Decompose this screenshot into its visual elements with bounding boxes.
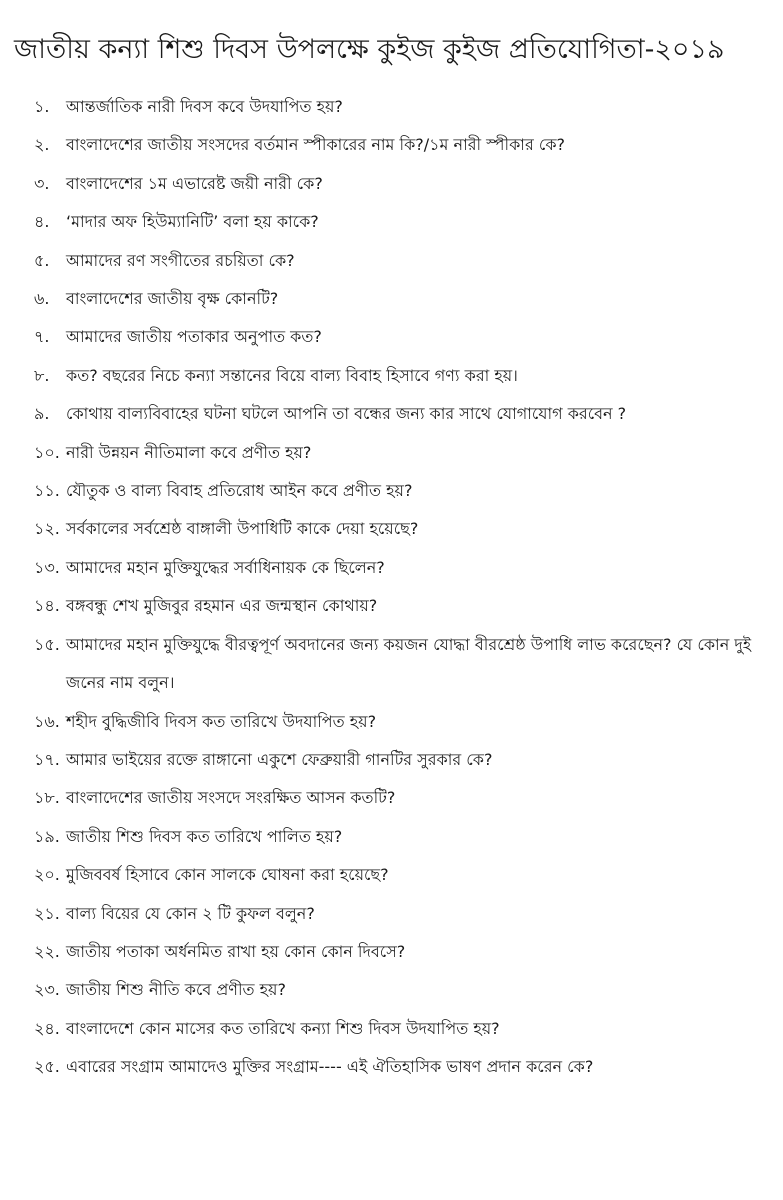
question-number: ১১.	[34, 481, 60, 501]
question-item	[34, 472, 774, 510]
question-item	[34, 242, 774, 280]
question-number: ২৫.	[34, 1057, 60, 1077]
question-number: ১.	[34, 97, 50, 116]
question-text: জাতীয় শিশু দিবস কত তারিখে পালিত হয়?	[66, 826, 343, 846]
question-text: আমাদের মহান মুক্তিযুদ্ধের সর্বাধিনায়ক কে ছিলেন?	[66, 557, 385, 577]
page-title: জাতীয় কন্যা শিশু দিবস উপলক্ষে কুইজ কুইজ প্রতিযোগিতা-২০১৯	[14, 34, 725, 65]
question-text: কোথায় বাল্যবিবাহের ঘটনা ঘটলে আপনি তা বন্ধের জন্য কার সাথে যোগাযোগ করবেন ?	[66, 404, 627, 424]
question-number: ১২.	[34, 519, 60, 539]
question-text: ‘মাদার অফ হিউম্যানিটি’ বলা হয় কাকে?	[66, 212, 319, 232]
question-text: বাংলাদেশের ১ম এভারেষ্ট জয়ী নারী কে?	[66, 173, 323, 193]
question-number: ২৩.	[34, 980, 60, 1000]
question-text: মুজিববর্ষ হিসাবে কোন সালকে ঘোষনা করা হয়েছে?	[66, 865, 389, 885]
question-number: ৭.	[34, 327, 50, 347]
question-number: ৩.	[34, 173, 50, 193]
question-text: বাংলাদেশের জাতীয় বৃক্ষ কোনটি?	[66, 289, 279, 309]
question-item	[34, 971, 774, 1009]
question-item	[34, 280, 774, 318]
question-text: কত? বছরের নিচে কন্যা সন্তানের বিয়ে বাল্য বিবাহ হিসাবে গণ্য করা হয়।	[66, 365, 518, 385]
question-item	[34, 741, 774, 779]
question-item	[34, 549, 774, 587]
question-number: ২৪.	[34, 1018, 60, 1038]
question-number: ২০.	[34, 865, 60, 885]
question-text: বাংলাদেশের জাতীয় সংসদে সংরক্ষিত আসন কতটি?	[66, 788, 396, 808]
question-number: ১৮.	[34, 788, 60, 808]
question-item	[34, 626, 774, 703]
question-item	[34, 933, 774, 971]
question-number: ২১.	[34, 903, 60, 923]
question-list	[34, 88, 774, 1087]
question-text: যৌতুক ও বাল্য বিবাহ প্রতিরোধ আইন কবে প্রণীত হয়?	[66, 481, 413, 501]
question-item	[34, 703, 774, 741]
question-text: এবারের সংগ্রাম আমাদেও মুক্তির সংগ্রাম---- এই ঐতিহাসিক ভাষণ প্রদান করেন কে?	[66, 1057, 594, 1077]
question-text: বঙ্গবন্ধু শেখ মুজিবুর রহমান এর জন্মস্থান কোথায়?	[66, 596, 378, 616]
question-item	[34, 587, 774, 625]
question-item	[34, 318, 774, 356]
question-item	[34, 434, 774, 472]
question-number: ৮.	[34, 365, 50, 385]
question-item	[34, 203, 774, 241]
question-number: ২২.	[34, 941, 60, 961]
question-item	[34, 1010, 774, 1048]
question-item	[34, 357, 774, 395]
question-text: আমাদের রণ সংগীতের রচয়িতা কে?	[66, 250, 295, 270]
question-number: ৯.	[34, 404, 50, 424]
question-number: ১৬.	[34, 711, 60, 731]
question-text: আন্তর্জাতিক নারী দিবস কবে উদযাপিত হয়?	[66, 97, 343, 116]
question-text: আমাদের মহান মুক্তিযুদ্ধে বীরত্বপূর্ণ অবদানের জন্য কয়জন যোদ্ধা বীরশ্রেষ্ঠ উপাধি লাভ করেছেন? যে কোন দুই জনের নাম বলুন।	[66, 634, 752, 693]
question-number: ২.	[34, 135, 50, 155]
question-item	[34, 395, 774, 433]
question-text: জাতীয় শিশু নীতি কবে প্রণীত হয়?	[66, 980, 286, 1000]
question-item	[34, 1048, 774, 1086]
question-number: ১০.	[34, 442, 60, 462]
question-text: নারী উন্নয়ন নীতিমালা কবে প্রণীত হয়?	[66, 442, 312, 462]
question-item	[34, 126, 774, 164]
question-number: ৪.	[34, 212, 50, 232]
question-number: ১৭.	[34, 749, 60, 769]
question-number: ১৪.	[34, 596, 60, 616]
question-item	[34, 895, 774, 933]
question-text: বাংলাদেশের জাতীয় সংসদের বর্তমান স্পীকারের নাম কি?/১ম নারী স্পীকার কে?	[66, 135, 566, 155]
question-item	[34, 856, 774, 894]
question-item	[34, 818, 774, 856]
question-text: শহীদ বুদ্ধিজীবি দিবস কত তারিখে উদযাপিত হয়?	[66, 711, 377, 731]
question-text: আমার ভাইয়ের রক্তে রাঙ্গানো একুশে ফেব্রুয়ারী গানটির সুরকার কে?	[66, 749, 493, 769]
question-item	[34, 88, 774, 126]
question-number: ৫.	[34, 250, 50, 270]
question-text: আমাদের জাতীয় পতাকার অনুপাত কত?	[66, 327, 322, 347]
question-number: ১৩.	[34, 557, 60, 577]
question-number: ১৫.	[34, 634, 60, 654]
question-item	[34, 779, 774, 817]
question-item	[34, 165, 774, 203]
question-text: সর্বকালের সর্বশ্রেষ্ঠ বাঙ্গালী উপাধিটি কাকে দেয়া হয়েছে?	[66, 519, 419, 539]
question-text: জাতীয় পতাকা অর্ধনমিত রাখা হয় কোন কোন দিবসে?	[66, 941, 406, 961]
question-item	[34, 510, 774, 548]
question-text: বাল্য বিয়ের যে কোন ২ টি কুফল বলুন?	[66, 903, 315, 923]
question-text: বাংলাদেশে কোন মাসের কত তারিখে কন্যা শিশু দিবস উদযাপিত হয়?	[66, 1018, 500, 1038]
question-number: ৬.	[34, 289, 50, 309]
question-number: ১৯.	[34, 826, 60, 846]
